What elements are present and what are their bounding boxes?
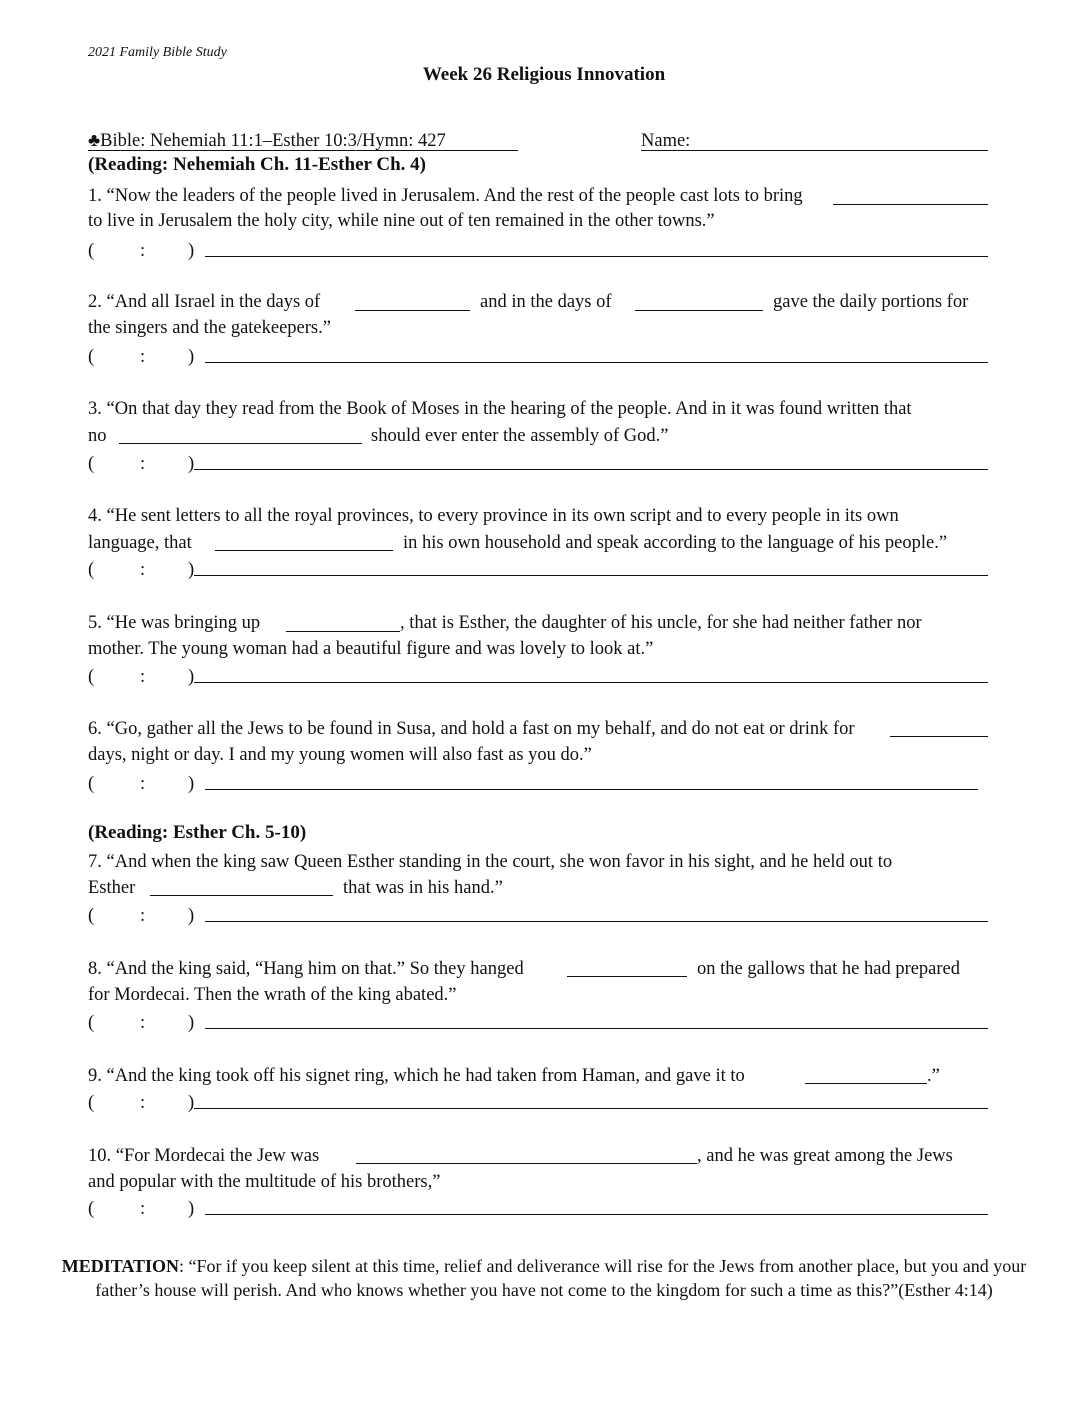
question-5-line-1a: 5. “He was bringing up bbox=[88, 613, 261, 633]
question-3-line-2b: should ever enter the assembly of God.” bbox=[371, 426, 669, 446]
question-5-line-1b: , that is Esther, the daughter of his uncle, for she had neither father nor bbox=[400, 613, 922, 633]
question-10-line-1b: , and he was great among the Jews bbox=[697, 1146, 953, 1166]
question-2-line-2: the singers and the gatekeepers.” bbox=[88, 318, 331, 338]
question-2-blank-2[interactable] bbox=[635, 310, 763, 311]
name-label: Name: bbox=[641, 131, 691, 151]
question-3-line-2a: no bbox=[88, 426, 107, 446]
question-9-answer-field[interactable] bbox=[194, 1108, 988, 1109]
question-1-line-2: to live in Jerusalem the holy city, while nine out of ten remained in the other towns.” bbox=[88, 211, 715, 231]
question-7-line-2a: Esther bbox=[88, 878, 136, 898]
question-6-answer-field[interactable] bbox=[205, 789, 978, 790]
club-icon: ♣ bbox=[88, 131, 101, 151]
question-6-blank[interactable] bbox=[890, 736, 988, 737]
question-2-line-1: 2. “And all Israel in the days of bbox=[88, 292, 321, 312]
question-2-line-1c: gave the daily portions for bbox=[773, 292, 969, 312]
question-9-line-1b: .” bbox=[927, 1066, 940, 1086]
question-4-line-1: 4. “He sent letters to all the royal provinces, to every province in its own script and to every people in its own bbox=[88, 506, 899, 526]
question-10-line-1a: 10. “For Mordecai the Jew was bbox=[88, 1146, 320, 1166]
question-10-answer-field[interactable] bbox=[205, 1214, 988, 1215]
question-5-answer-field[interactable] bbox=[194, 682, 988, 683]
question-3-line-1: 3. “On that day they read from the Book of Moses in the hearing of the people. And in it was found written that bbox=[88, 399, 912, 419]
bible-underline bbox=[88, 150, 518, 151]
question-4-line-2a: language, that bbox=[88, 533, 192, 553]
question-2-answer-field[interactable] bbox=[205, 362, 988, 363]
question-1-answer-field[interactable] bbox=[205, 256, 988, 257]
question-9-line-1a: 9. “And the king took off his signet ring, which he had taken from Haman, and gave it to bbox=[88, 1066, 745, 1086]
meditation-label: MEDITATION bbox=[61, 1256, 180, 1276]
question-1-line-1 bbox=[88, 183, 803, 209]
question-2-blank-1[interactable] bbox=[355, 310, 470, 311]
question-3-blank[interactable] bbox=[119, 443, 362, 444]
question-6-line-2: days, night or day. I and my young women will also fast as you do.” bbox=[88, 745, 592, 765]
section-heading-1: (Reading: Nehemiah Ch. 11-Esther Ch. 4) bbox=[88, 154, 426, 175]
question-1-blank[interactable] bbox=[833, 204, 988, 205]
name-field[interactable] bbox=[641, 150, 988, 151]
meditation-block bbox=[60, 1254, 1028, 1302]
question-4-answer-field[interactable] bbox=[194, 575, 988, 576]
section-heading-2: (Reading: Esther Ch. 5-10) bbox=[88, 822, 307, 843]
question-7-line-1: 7. “And when the king saw Queen Esther standing in the court, she won favor in his sight, and he held out to bbox=[88, 852, 893, 872]
bible-reference: Bible: Nehemiah 11:1–Esther 10:3/Hymn: 427 bbox=[100, 131, 446, 151]
question-1-text: 1. “Now the leaders of the people lived in Jerusalem. And the rest of the people cast lots to bring bbox=[88, 186, 803, 206]
question-10-blank[interactable] bbox=[356, 1163, 697, 1164]
question-8-line-1b: on the gallows that he had prepared bbox=[697, 959, 961, 979]
question-5-blank[interactable] bbox=[286, 631, 400, 632]
course-title: 2021 Family Bible Study bbox=[88, 45, 227, 60]
question-8-blank[interactable] bbox=[567, 976, 687, 977]
question-7-blank[interactable] bbox=[150, 895, 333, 896]
question-8-answer-field[interactable] bbox=[205, 1028, 988, 1029]
question-10-line-2: and popular with the multitude of his brothers,” bbox=[88, 1172, 441, 1192]
page-title: Week 26 Religious Innovation bbox=[422, 64, 666, 85]
question-8-line-2: for Mordecai. Then the wrath of the king abated.” bbox=[88, 985, 457, 1005]
question-6-line-1: 6. “Go, gather all the Jews to be found in Susa, and hold a fast on my behalf, and do not eat or drink for bbox=[88, 719, 855, 739]
question-7-answer-field[interactable] bbox=[205, 921, 988, 922]
question-7-line-2b: that was in his hand.” bbox=[343, 878, 503, 898]
question-8-line-1a: 8. “And the king said, “Hang him on that.” So they hanged bbox=[88, 959, 524, 979]
question-3-answer-field[interactable] bbox=[194, 469, 988, 470]
question-2-line-1b: and in the days of bbox=[480, 292, 612, 312]
question-5-line-2: mother. The young woman had a beautiful figure and was lovely to look at.” bbox=[88, 639, 654, 659]
question-4-blank[interactable] bbox=[215, 550, 393, 551]
meditation-text: : “For if you keep silent at this time, relief and deliverance will rise for the Jews from another place, but you and your father’s house will perish. And who knows whether you have not come to the kingdom for such a time as this?”(Esther 4:14) bbox=[95, 1256, 1027, 1300]
question-4-line-2b: in his own household and speak according to the language of his people.” bbox=[403, 533, 948, 553]
question-9-blank[interactable] bbox=[805, 1083, 927, 1084]
